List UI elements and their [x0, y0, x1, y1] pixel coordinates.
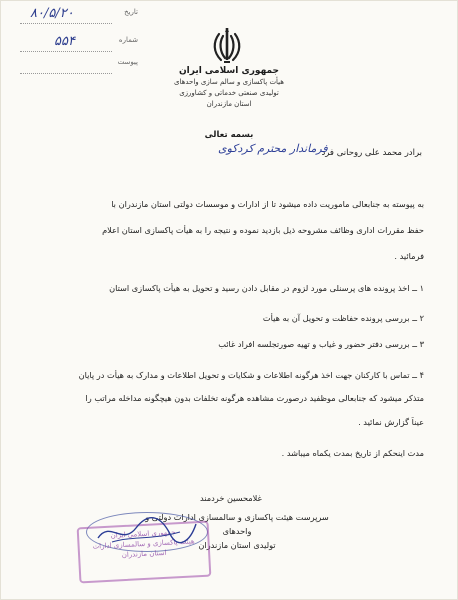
- validity-line: مدت اینحکم از تاریخ بمدت یکماه میباشد .: [281, 448, 424, 458]
- stamp-line-2: هیئت پاکسازی و سالمسازی ادارات: [92, 537, 195, 551]
- republic-title: جمهوری اسلامی ایران: [178, 66, 280, 76]
- signatory-title-line-1: سرپرست هیئت پاکسازی و سالمسازی ادارات دولتی و واحدهای: [145, 512, 329, 536]
- org-line-3: استان مازندران: [206, 100, 252, 108]
- recipient-handwritten: فرماندار محترم کردکوی: [218, 142, 328, 155]
- number-label: شماره: [118, 36, 138, 44]
- letterhead: [140, 66, 318, 110]
- recipient-printed: برادر محمد علی روحانی فرد: [321, 148, 422, 158]
- date-label: تاریخ: [124, 8, 138, 16]
- stamp-line-3: استان مازندران: [121, 548, 167, 560]
- duty-item-4-line-1: ۴ ــ تماس با کارکنان جهت اخذ هرگونه اطلاعات و شکایات و تحویل اطلاعات و مدارک به هیأت در پایان: [78, 370, 424, 380]
- attachment-label: پیوست: [117, 58, 138, 66]
- duty-item-2: ۲ ــ بررسی پرونده حفاظت و تحویل آن به هیأت: [262, 313, 424, 323]
- date-line: [20, 23, 112, 24]
- number-value: ۵۵۴: [54, 34, 75, 49]
- number-row: [20, 34, 138, 54]
- signatory-title-line-2: تولیدی استان مازندران: [198, 540, 276, 550]
- duty-item-4-line-3: عیناً گزارش نمائید .: [358, 417, 424, 427]
- body-para-1-line-2: حفظ مقررات اداری وظائف مشروحه ذیل بازدید نموده و نتیجه را به هیأت پاکسازی استان اعلام: [102, 225, 424, 235]
- handwritten-signature: [92, 512, 202, 552]
- org-line-1: هیأت پاکسازی و سالم سازی واحدهای: [174, 78, 284, 86]
- body-para-1-line-3: فرمائید .: [394, 251, 424, 261]
- org-line-2: تولیدی صنعتی خدماتی و کشاورزی: [179, 89, 279, 97]
- body-para-1-line-1: به پیوسته به جنابعالی ماموریت داده میشود تا از ادارات و موسسات دولتی استان مازندران با: [111, 199, 424, 209]
- duty-item-1: ۱ ــ اخذ پرونده های پرسنلی مورد لزوم در مقابل دادن رسید و تحویل به هیأت پاکسازی استان: [109, 283, 424, 293]
- attachment-row: [20, 56, 138, 76]
- date-value: ۸۰/۵/۲۰: [30, 6, 74, 21]
- number-line: [20, 51, 112, 52]
- signatory-name: غلامحسین خردمند: [200, 493, 262, 503]
- date-row: [20, 6, 138, 26]
- besmellah: بسمه تعالی: [204, 130, 254, 140]
- duty-item-4-line-2: متذکر میشود که جنابعالی موظفید درصورت مشاهده هرگونه تخلفات بدون هیچگونه مداخله مراتب را: [85, 393, 424, 403]
- attachment-line: [20, 73, 112, 74]
- iran-emblem-icon: [210, 26, 244, 66]
- stamp-line-1: جمهوری اسلامی ایران: [110, 528, 176, 540]
- duty-item-3: ۳ ــ بررسی دفتر حضور و غیاب و تهیه صورتجلسه افراد غائب: [218, 339, 424, 349]
